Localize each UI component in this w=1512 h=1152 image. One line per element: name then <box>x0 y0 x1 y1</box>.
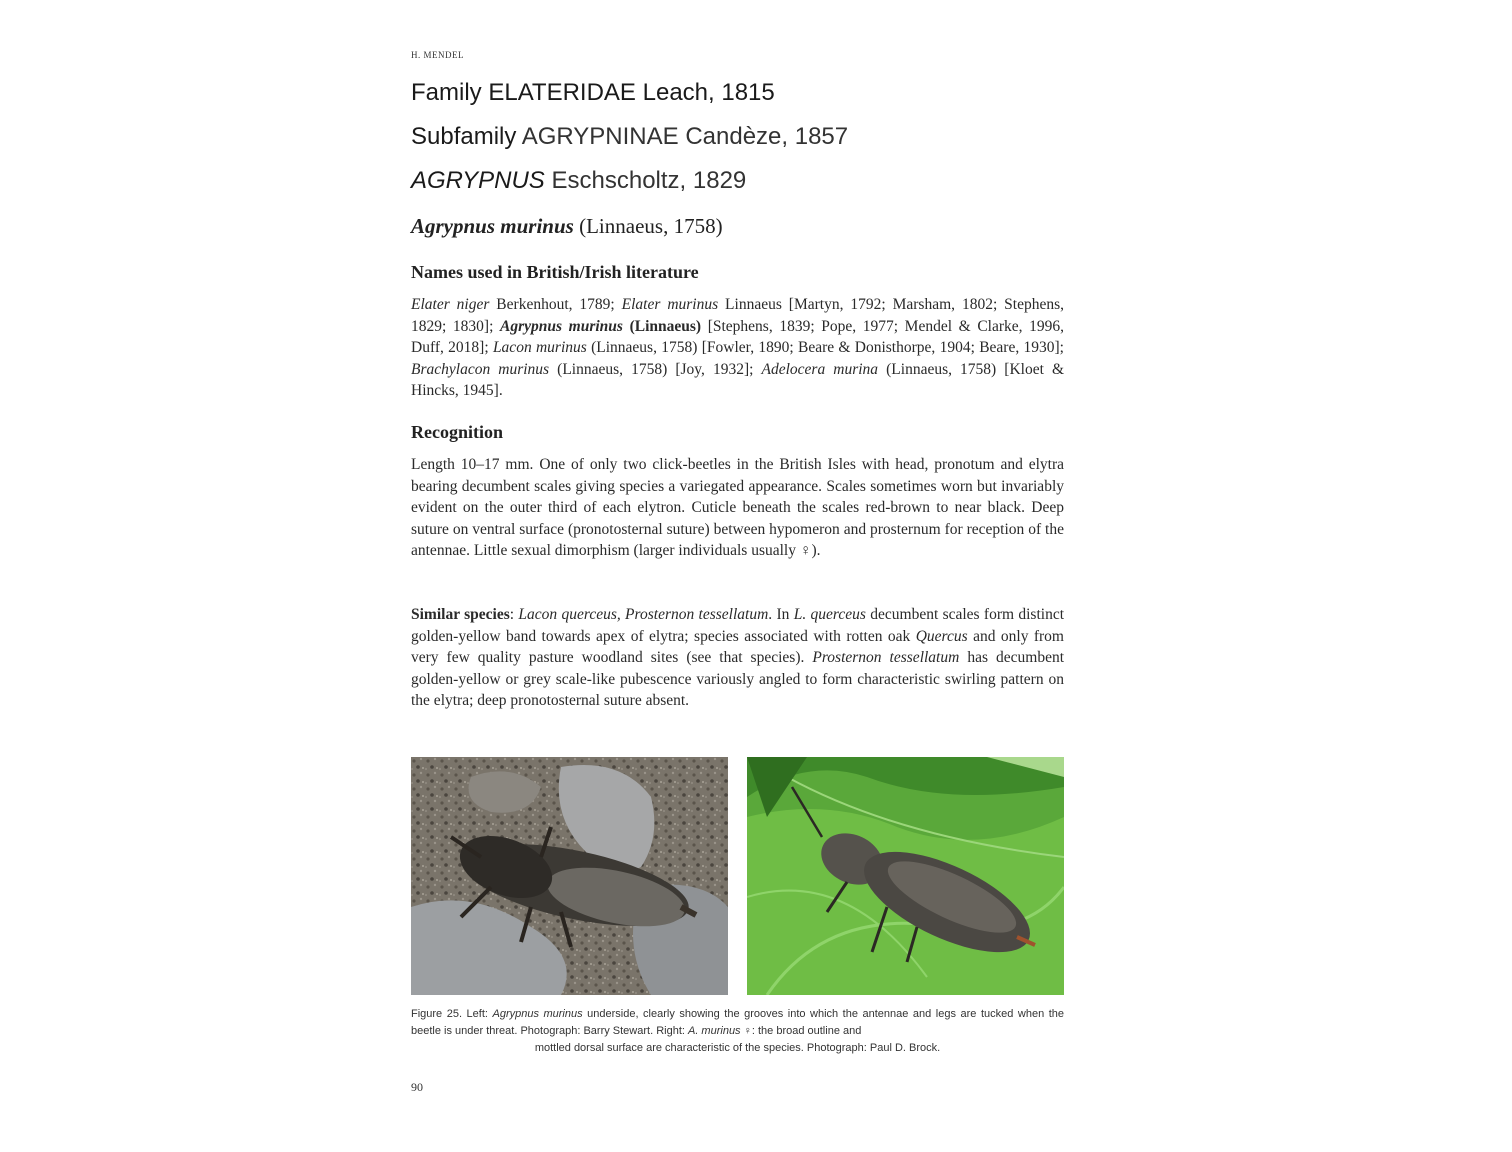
caption-fragment: ♀: the broad outline and <box>740 1025 862 1037</box>
names-fragment: Elater murinus <box>621 296 719 313</box>
subfamily-author: Candèze, 1857 <box>685 123 849 150</box>
subfamily-label: Subfamily <box>411 123 517 150</box>
similar-fragment: decumbent scales form distinct golden-yellow band towards apex of elytra; species associated with rotten oak <box>411 606 1065 645</box>
names-fragment: Berkenhout, 1789; <box>489 296 622 313</box>
document-page <box>411 0 1064 1152</box>
similar-fragment: Similar species <box>411 606 510 623</box>
family-author: Leach, 1815 <box>642 79 775 106</box>
similar-fragment: Prosternon tessellatum <box>812 649 960 666</box>
caption-fragment: Figure 25. Left: <box>411 1008 493 1020</box>
names-heading: Names used in British/Irish literature <box>411 262 699 282</box>
species-author: (Linnaeus, 1758) <box>579 214 723 238</box>
caption-fragment: A. murinus <box>687 1025 741 1037</box>
subfamily-heading <box>411 123 848 151</box>
names-fragment: (Linnaeus, 1758) [Fowler, 1890; Beare & Donisthorpe, 1904; Beare, 1930]; <box>586 339 1064 356</box>
photo-beetle-underside <box>411 757 728 995</box>
similar-species-paragraph <box>411 604 1064 712</box>
similar-fragment: . In <box>768 606 794 623</box>
figure-caption <box>411 1006 1064 1057</box>
photo-beetle-dorsal <box>747 757 1064 995</box>
family-heading <box>411 79 775 107</box>
genus-heading <box>411 167 746 195</box>
names-fragment: (Linnaeus) <box>622 317 702 335</box>
recognition-paragraph: Length 10–17 mm. One of only two click-beetles in the British Isles with head, pronotum and elytra bearing decumbent scales giving species a variegated appearance. Scales sometimes worn but invariably evident on the outer third of each elytron. Cuticle beneath the scales red-brown to near black. Deep suture on ventral surface (pronotosternal suture) between hypomeron and prosternum for reception of the antennae. Little sexual dimorphism (larger individuals usually ♀). <box>411 456 1064 559</box>
genus-name: AGRYPNUS <box>411 167 545 194</box>
family-name: ELATERIDAE <box>488 79 636 106</box>
similar-fragment: has decumbent golden-yellow or grey scale-like pubescence variously angled to form characteristic swirling pattern on the elytra; deep pronotosternal suture absent. <box>411 649 1064 709</box>
names-fragment: Agrypnus murinus <box>500 317 623 335</box>
similar-fragment: Lacon querceus, Prosternon tessellatum <box>518 606 769 623</box>
recognition-heading: Recognition <box>411 422 503 442</box>
species-name: Agrypnus murinus <box>411 214 574 238</box>
page-number: 90 <box>411 1080 423 1094</box>
names-fragment: Lacon murinus <box>492 339 587 356</box>
subfamily-name: AGRYPNINAE <box>521 123 679 150</box>
names-fragment: Brachylacon murinus <box>411 360 550 378</box>
caption-fragment: Agrypnus murinus <box>492 1008 583 1020</box>
names-fragment: Adelocera murina <box>761 360 879 378</box>
species-heading <box>411 214 723 239</box>
similar-fragment: and only from very few quality pasture woodland sites (see that species). <box>411 627 1064 666</box>
names-fragment: (Linnaeus, 1758) [Joy, 1932]; <box>549 360 762 378</box>
genus-author: Eschscholtz, 1829 <box>551 167 747 194</box>
similar-fragment: : <box>509 606 519 623</box>
caption-last-line: mottled dorsal surface are characteristic of the species. Photograph: Paul D. Brock. <box>534 1042 941 1054</box>
names-paragraph <box>411 294 1064 402</box>
names-fragment: [Stephens, 1839; Pope, 1977; Mendel & Clarke, 1996, Duff, 2018]; <box>411 317 1064 356</box>
names-fragment: Elater niger <box>411 296 490 313</box>
caption-fragment: underside, clearly showing the grooves into which the antennae and legs are tucked when the beetle is under threat. Photograph: Barry Stewart. Right: <box>411 1008 1065 1037</box>
names-fragment: Linnaeus [Martyn, 1792; Marsham, 1802; Stephens, 1829; 1830]; <box>411 296 1065 335</box>
running-head: H. MENDEL <box>411 50 464 60</box>
family-label: Family <box>411 79 482 106</box>
similar-fragment: Quercus <box>915 627 968 645</box>
similar-fragment: L. querceus <box>793 606 866 623</box>
names-fragment: (Linnaeus, 1758) [Kloet & Hincks, 1945]. <box>411 360 1065 399</box>
